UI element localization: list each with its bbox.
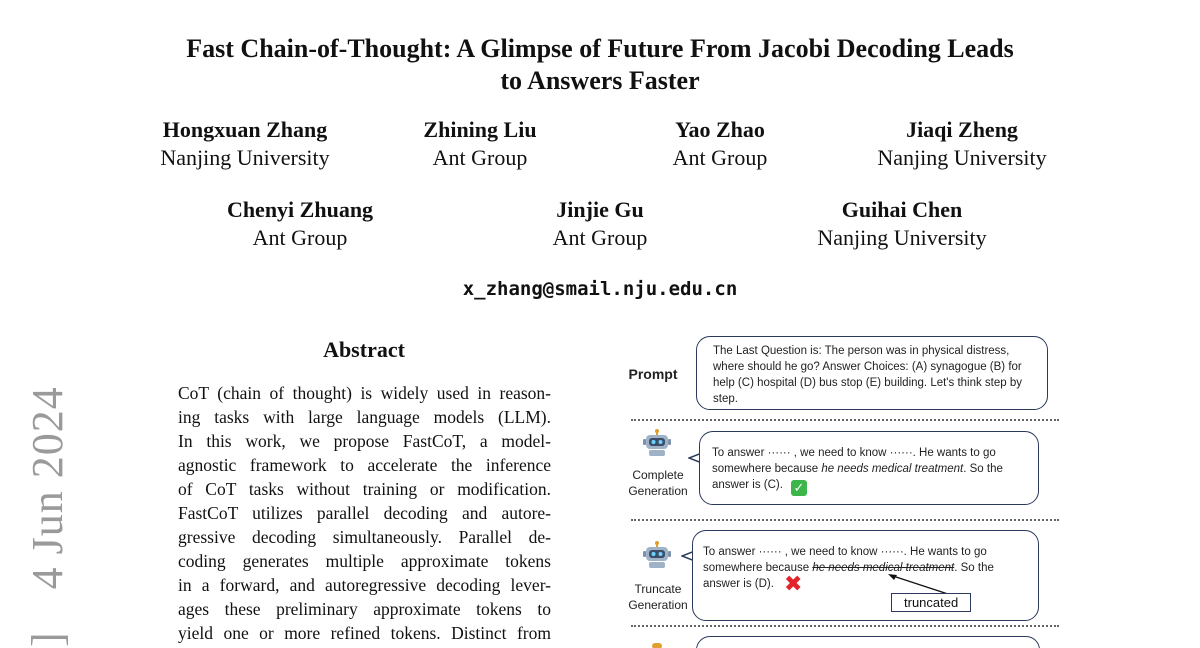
- abstract-heading: Abstract: [323, 337, 405, 362]
- complete-label-line-2: Generation: [628, 484, 688, 498]
- arxiv-stamp-prefix: ]: [23, 631, 72, 647]
- section-divider: [631, 625, 1059, 627]
- check-icon: ✓: [791, 480, 807, 496]
- robot-icon: [642, 429, 672, 457]
- abstract-line: coding generates multiple approximate tokens: [178, 551, 551, 571]
- cross-icon: ✖: [783, 571, 803, 596]
- truncate-generation-label: [615, 581, 701, 613]
- abstract-line: gressive decoding simultaneously. Parallel de-: [178, 527, 551, 547]
- section-divider: [631, 519, 1059, 521]
- author-name: Yao Zhao: [675, 117, 765, 142]
- complete-generation-label: [615, 467, 701, 499]
- complete-generation-bubble: [699, 431, 1039, 505]
- truncated-callout: truncated: [891, 593, 971, 612]
- author-affiliation: Ant Group: [252, 225, 348, 250]
- abstract-line: ing tasks with large language models (LLM).: [178, 407, 551, 427]
- author-name: Zhining Liu: [423, 117, 537, 142]
- complete-text-a: To answer ······ , we need to know ······. He wants to go somewhere because: [712, 447, 996, 475]
- abstract-line: CoT (chain of thought) is widely used in reason-: [178, 383, 551, 403]
- author-affiliation: Ant Group: [672, 145, 768, 170]
- author-name: Hongxuan Zhang: [162, 117, 328, 142]
- robot-icon: [652, 643, 662, 648]
- author-name: Jinjie Gu: [556, 197, 644, 222]
- truncate-text-b: . So the answer is (D).: [703, 562, 994, 590]
- abstract-line: in a forward, and autoregressive decoding lever-: [178, 575, 551, 595]
- author-affiliation: Nanjing University: [877, 145, 1047, 170]
- abstract-line: of CoT tasks without training or modification.: [178, 479, 551, 499]
- arxiv-stamp: [22, 386, 73, 647]
- prompt-bubble: [696, 336, 1048, 410]
- abstract-line: agnostic framework to accelerate the inference: [178, 455, 551, 475]
- complete-text-emphasis: he needs medical treatment: [821, 463, 964, 475]
- author-block: [200, 196, 400, 252]
- next-row-bubble: [696, 636, 1040, 648]
- truncate-text-struck: he needs medical treatment: [812, 562, 955, 574]
- author-affiliation: Ant Group: [432, 145, 528, 170]
- author-name: Jiaqi Zheng: [906, 117, 1018, 142]
- abstract-body: [178, 381, 551, 645]
- abstract-line: FastCoT utilizes parallel decoding and autore-: [178, 503, 551, 523]
- prompt-label: Prompt: [628, 366, 678, 382]
- truncate-label-line-2: Generation: [628, 598, 688, 612]
- complete-label-line-1: Complete: [632, 468, 684, 482]
- truncate-text-a: To answer ······ , we need to know ······. He wants to go somewhere because: [703, 546, 987, 574]
- truncate-label-line-1: Truncate: [634, 582, 682, 596]
- author-block: [862, 116, 1062, 172]
- arxiv-stamp-date: 4 Jun 2024: [23, 386, 72, 590]
- author-block: [145, 116, 345, 172]
- paper-title-line-1: Fast Chain-of-Thought: A Glimpse of Future From Jacobi Decoding Leads: [186, 34, 1014, 63]
- section-divider: [631, 419, 1059, 421]
- paper-title-line-2: to Answers Faster: [500, 66, 700, 95]
- complete-text-b: . So the answer is (C).: [712, 463, 1003, 491]
- paper-title: [100, 33, 1100, 97]
- author-affiliation: Nanjing University: [160, 145, 330, 170]
- abstract-line: ages these preliminary approximate tokens to: [178, 599, 551, 619]
- prompt-text: The Last Question is: The person was in physical distress, where should he go? Answer Choices: (A) synagogue (B) for help (C) hospital (D) bus stop (E) building. Let's think step by step.: [713, 345, 1023, 405]
- author-block: [400, 116, 560, 172]
- author-block: [520, 196, 680, 252]
- figure-1: [615, 333, 1065, 648]
- abstract-line: In this work, we propose FastCoT, a model-: [178, 431, 551, 451]
- abstract-line: yield one or more refined tokens. Distinct from: [178, 623, 551, 643]
- author-affiliation: Ant Group: [552, 225, 648, 250]
- contact-email[interactable]: x_zhang@smail.nju.edu.cn: [462, 278, 738, 300]
- author-affiliation: Nanjing University: [817, 225, 987, 250]
- author-block: [640, 116, 800, 172]
- robot-icon: [642, 541, 672, 569]
- author-name: Chenyi Zhuang: [226, 197, 374, 222]
- author-block: [802, 196, 1002, 252]
- author-name: Guihai Chen: [841, 197, 963, 222]
- truncate-generation-bubble: [692, 530, 1039, 621]
